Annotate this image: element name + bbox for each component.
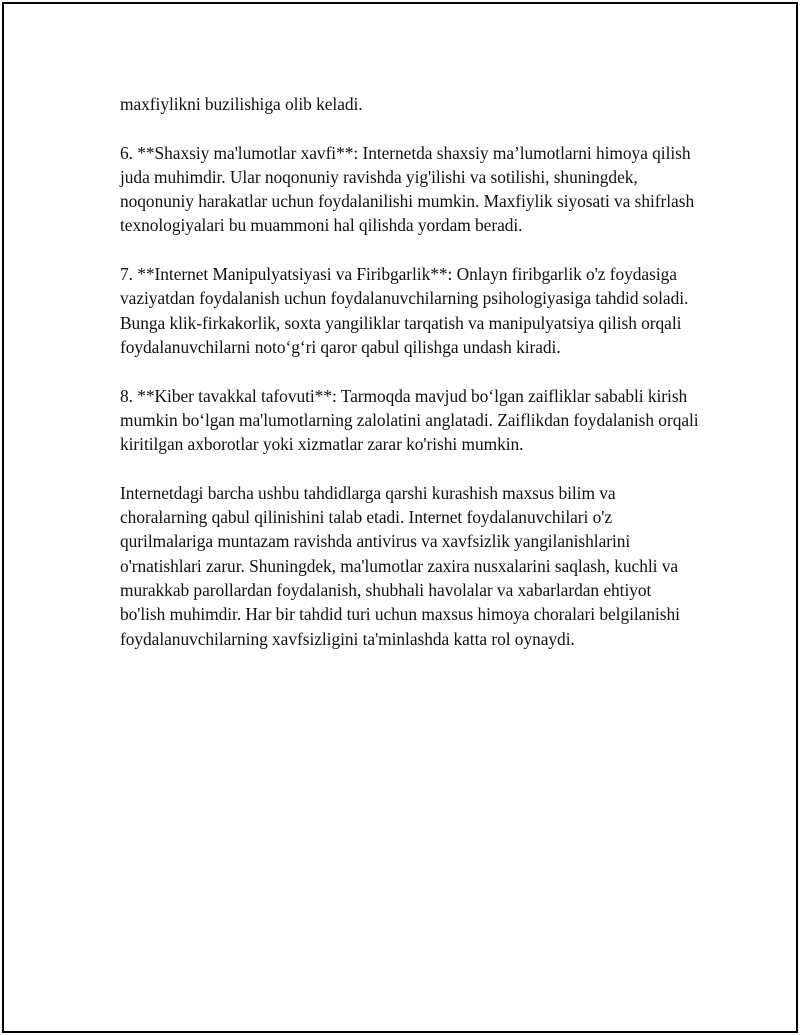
paragraph-item-7: 7. **Internet Manipulyatsiyasi va Firibgarlik**: Onlayn firibgarlik o'z foydasiga vaziyatdan foydalanish uchun foydalanuvchilarning psihologiyasiga tahdid soladi. Bunga klik-firkakorlik, soxta yangiliklar tarqatish va manipulyatsiya qilish orqali foydalanuvchilarni noto‘g‘ri qaror qabul qilishga undash kiradi. (120, 264, 689, 357)
document-body (120, 92, 700, 651)
paragraph-item-6: 6. **Shaxsiy ma'lumotlar xavfi**: Internetda shaxsiy ma’lumotlarni himoya qilish juda muhimdir. Ular noqonuniy ravishda yig'ilishi va sotilishi, shuningdek, noqonuniy harakatlar uchun foydalanilishi mumkin. Maxfiylik siyosati va shifrlash texnologiyalari bu muammoni hal qilishda yordam beradi. (120, 142, 695, 236)
paragraph-continuation: maxfiylikni buzilishiga olib keladi. (120, 94, 363, 114)
paragraph-gap (120, 359, 700, 383)
paragraph-gap (120, 238, 700, 262)
paragraph-conclusion: Internetdagi barcha ushbu tahdidlarga qarshi kurashish maxsus bilim va choralarning qabul qilinishini talab etadi. Internet foydalanuvchilari o'z qurilmalariga muntazam ravishda antivirus va xavfsizlik yangilanishlarini o'rnatishlari zarur. Shuningdek, ma'lumotlar zaxira nusxalarini saqlash, kuchli va murakkab parollardan foydalanish, shubhali havolalar va xabarlardan ehtiyot bo'lish muhimdir. Har bir tahdid turi uchun maxsus himoya choralari belgilanishi foydalanuvchilarning xavfsizligini ta'minlashda katta rol oynaydi. (120, 482, 680, 649)
paragraph-gap (120, 116, 700, 140)
document-page (2, 2, 798, 1033)
paragraph-item-8: 8. **Kiber tavakkal tafovuti**: Tarmoqda mavjud bo‘lgan zaifliklar sababli kirish mumkin bo‘lgan ma'lumotlarning zalolatini anglatadi. Zaiflikdan foydalanish orqali kiritilgan axborotlar yoki xizmatlar zarar ko'rishi mumkin. (120, 385, 699, 455)
paragraph-gap (120, 456, 700, 480)
